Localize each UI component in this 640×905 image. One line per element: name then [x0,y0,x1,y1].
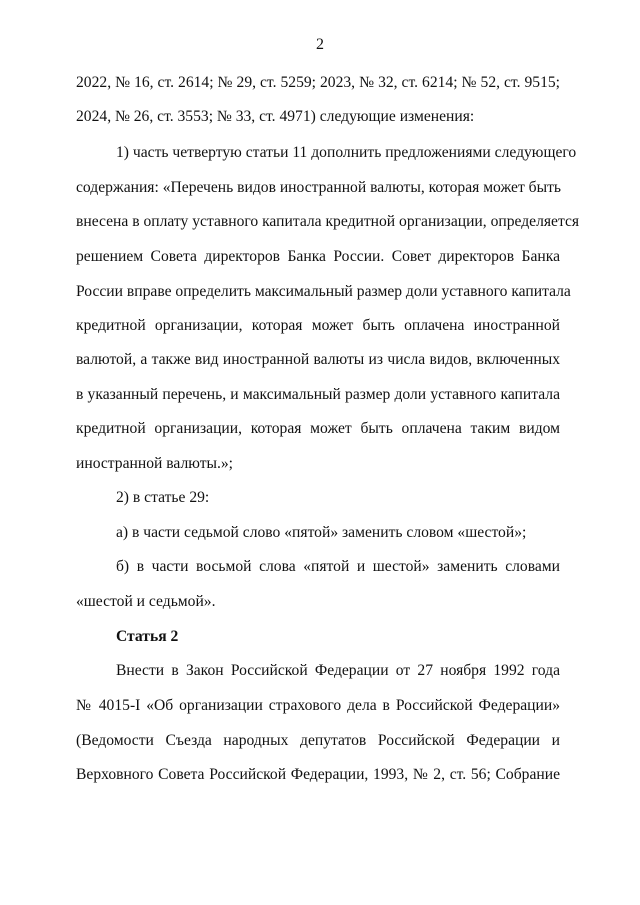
text-line: (Ведомости Съезда народных депутатов Российской Федерации и [76,732,560,749]
text-line: а) в части седьмой слово «пятой» заменить словом «шестой»; [116,524,527,541]
text-line: № 4015-I «Об организации страхового дела в Российской Федерации» [76,697,560,714]
text-line: «шестой и седьмой». [76,593,216,610]
text-line: 2024, № 26, ст. 3553; № 33, ст. 4971) следующие изменения: [76,108,475,125]
text-line: внесена в оплату уставного капитала кредитной организации, определяется [76,213,580,230]
text-line: 2) в статье 29: [116,489,210,506]
text-line: 1) часть четвертую статьи 11 дополнить предложениями следующего [116,144,577,161]
article-heading: Статья 2 [116,628,179,645]
text-line: России вправе определить максимальный размер доли уставного капитала [76,283,571,300]
text-line: 2022, № 16, ст. 2614; № 29, ст. 5259; 2023, № 32, ст. 6214; № 52, ст. 9515; [76,74,560,91]
text-line: валютой, а также вид иностранной валюты из числа видов, включенных [76,351,560,368]
text-line: кредитной организации, которая может быть оплачена таким видом [76,420,560,437]
text-line: Верховного Совета Российской Федерации, 1993, № 2, ст. 56; Собрание [76,766,560,783]
text-line: решением Совета директоров Банка России. Совет директоров Банка [76,248,560,265]
text-line: содержания: «Перечень видов иностранной валюты, которая может быть [76,179,562,196]
text-line: иностранной валюты.»; [76,455,234,472]
page-number: 2 [316,36,324,53]
text-line: кредитной организации, которая может быть оплачена иностранной [76,317,560,334]
text-line: Внести в Закон Российской Федерации от 27 ноября 1992 года [116,662,560,679]
text-line: б) в части восьмой слова «пятой и шестой» заменить словами [116,558,560,575]
text-line: в указанный перечень, и максимальный размер доли уставного капитала [76,386,560,403]
